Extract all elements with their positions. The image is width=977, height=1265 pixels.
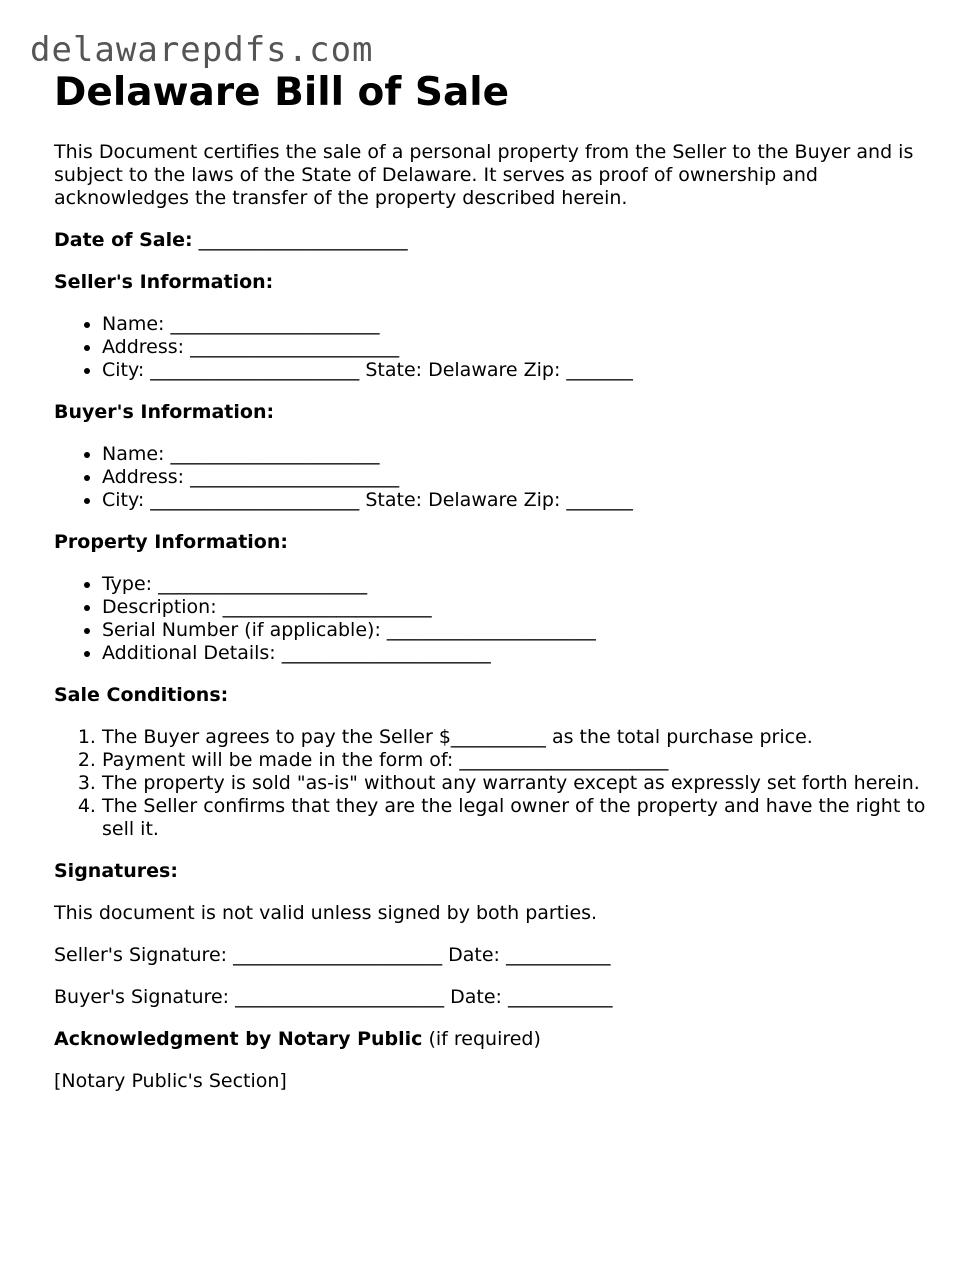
signatures-heading: Signatures:	[54, 860, 178, 882]
buyer-signature-line[interactable]: Buyer's Signature: ______________________ Date: ___________	[54, 986, 613, 1008]
notary-suffix: (if required)	[422, 1028, 541, 1050]
property-description-item[interactable]: • Description: ______________________	[102, 596, 934, 619]
sale-conditions-heading: Sale Conditions:	[54, 684, 229, 706]
property-info-list	[54, 573, 934, 665]
date-of-sale-line	[54, 229, 934, 252]
seller-name-item[interactable]: • Name: ______________________	[102, 313, 934, 336]
notary-label: Acknowledgment by Notary Public	[54, 1028, 423, 1050]
date-of-sale-label: Date of Sale:	[54, 229, 193, 251]
signatures-note: This document is not valid unless signed by both parties.	[54, 902, 598, 924]
sale-conditions-list	[54, 726, 934, 841]
notary-acknowledgment-line	[54, 1028, 934, 1051]
condition-ownership-item: 4. The Seller confirms that they are the legal owner of the property and have the right to sell it.	[102, 795, 934, 841]
seller-signature-line[interactable]: Seller's Signature: ______________________ Date: ___________	[54, 944, 611, 966]
condition-as-is-item: 3. The property is sold "as-is" without any warranty except as expressly set forth herein.	[102, 772, 934, 795]
seller-info-list	[54, 313, 934, 382]
buyer-name-item[interactable]: • Name: ______________________	[102, 443, 934, 466]
document-title: Delaware Bill of Sale	[54, 70, 510, 115]
site-watermark: delawarepdfs.com	[30, 30, 374, 70]
buyer-city-item[interactable]: • City: ______________________ State: Delaware Zip: _______	[102, 489, 934, 512]
property-info-heading: Property Information:	[54, 531, 288, 553]
seller-address-item[interactable]: • Address: ______________________	[102, 336, 934, 359]
property-details-item[interactable]: • Additional Details: ______________________	[102, 642, 934, 665]
buyer-address-item[interactable]: • Address: ______________________	[102, 466, 934, 489]
seller-city-item[interactable]: • City: ______________________ State: Delaware Zip: _______	[102, 359, 934, 382]
intro-paragraph: This Document certifies the sale of a personal property from the Seller to the Buyer and is subject to the laws of the State of Delaware. It serves as proof of ownership and acknowledges the transfer of the property described herein.	[54, 141, 914, 209]
condition-price-item[interactable]: 1. The Buyer agrees to pay the Seller $__________ as the total purchase price.	[102, 726, 934, 749]
buyer-info-list	[54, 443, 934, 512]
buyer-info-heading: Buyer's Information:	[54, 401, 275, 423]
date-of-sale-blank[interactable]: ______________________	[192, 229, 408, 251]
property-serial-item[interactable]: • Serial Number (if applicable): ______________________	[102, 619, 934, 642]
notary-section: [Notary Public's Section]	[54, 1070, 287, 1092]
document-body	[54, 68, 934, 1093]
condition-payment-item[interactable]: 2. Payment will be made in the form of: ______________________	[102, 749, 934, 772]
seller-info-heading: Seller's Information:	[54, 271, 274, 293]
property-type-item[interactable]: • Type: ______________________	[102, 573, 934, 596]
